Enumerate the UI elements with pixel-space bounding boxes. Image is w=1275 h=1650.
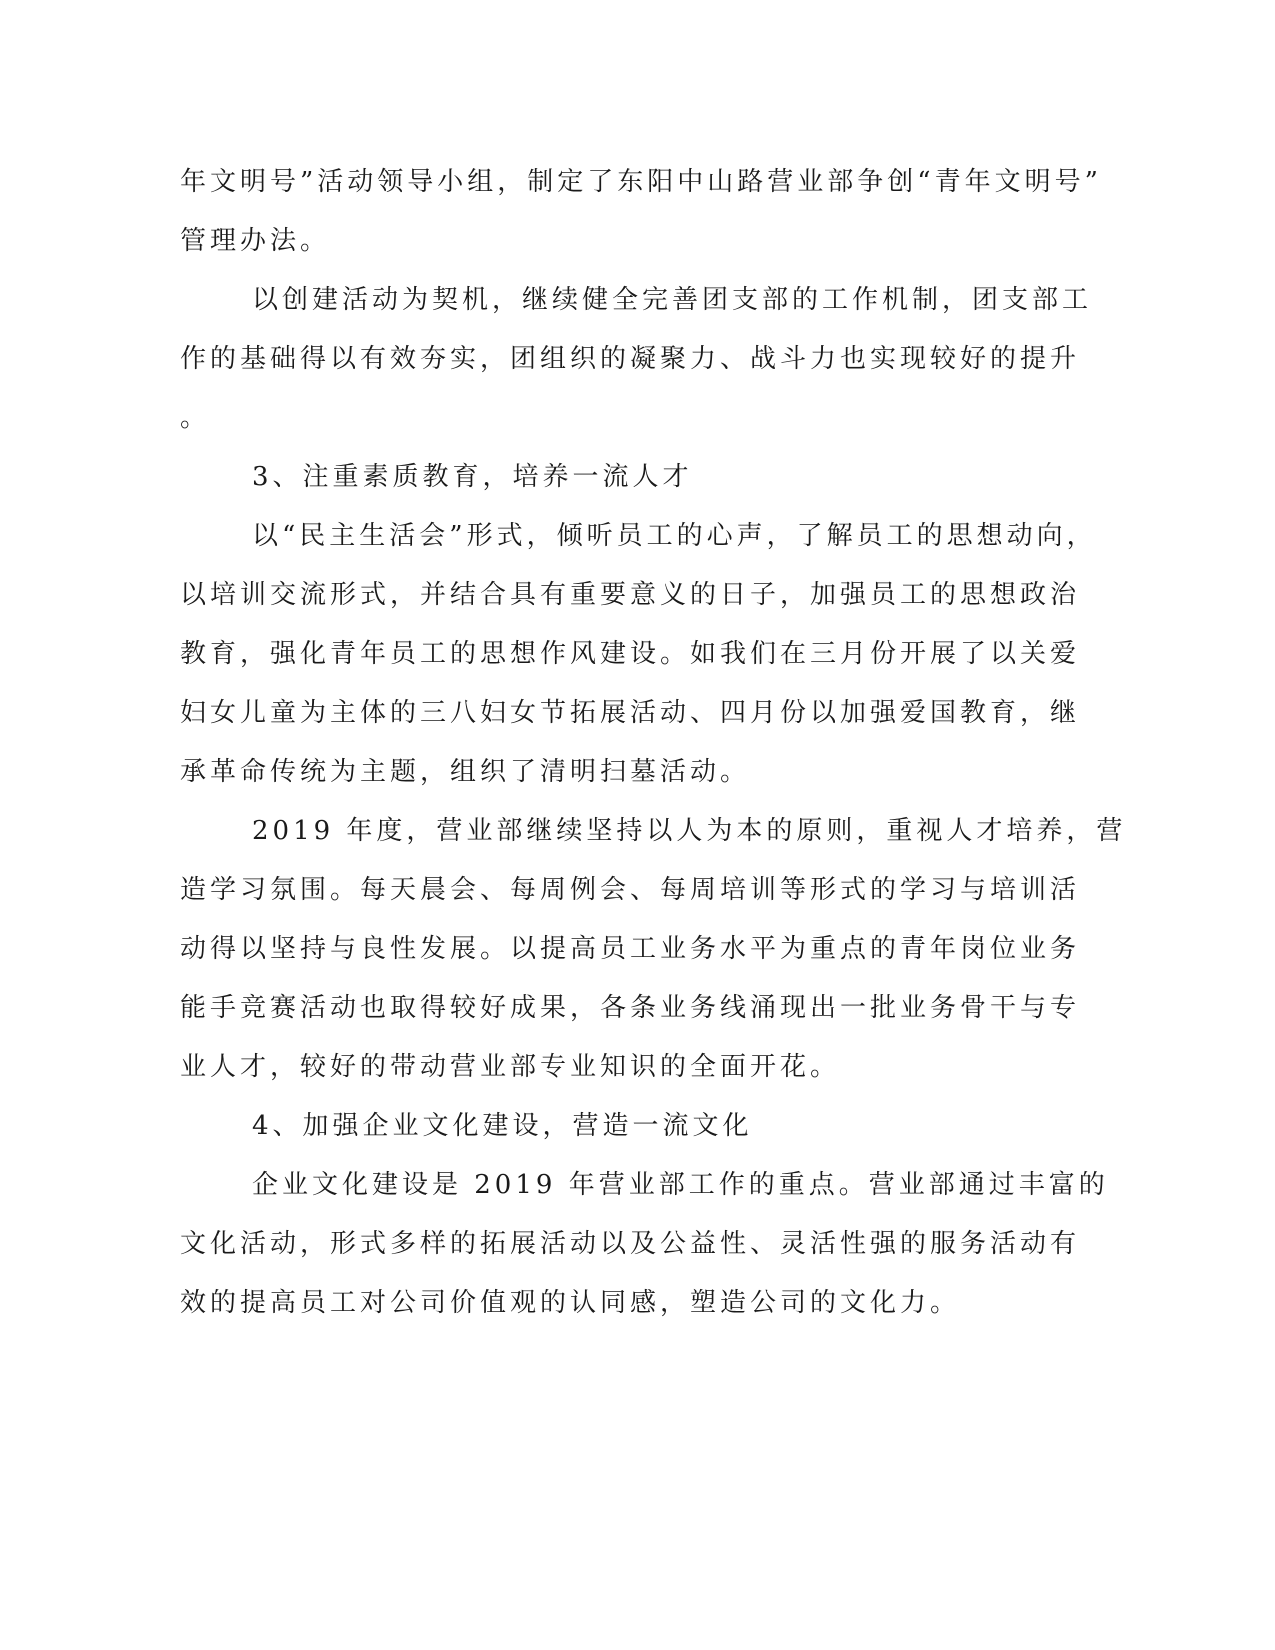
text-line: 以“民主生活会”形式，倾听员工的心声，了解员工的思想动向， bbox=[252, 521, 1097, 551]
text-line: 造学习氛围。每天晨会、每周例会、每周培训等形式的学习与培训活 bbox=[180, 875, 1081, 905]
heading-text: 4、加强企业文化建设，营造一流文化 bbox=[252, 1111, 753, 1141]
text-line: 教育，强化青年员工的思想作风建设。如我们在三月份开展了以关爱 bbox=[180, 639, 1081, 669]
section-heading bbox=[180, 453, 1040, 512]
paragraph bbox=[180, 512, 1097, 807]
text-line: 企业文化建设是 2019 年营业部工作的重点。营业部通过丰富的 bbox=[252, 1170, 1109, 1200]
text-line: 妇女儿童为主体的三八妇女节拓展活动、四月份以加强爱国教育，继 bbox=[180, 698, 1081, 728]
text-line: 管理办法。 bbox=[180, 226, 331, 256]
paragraph bbox=[180, 1161, 1109, 1338]
text-line: 以创建活动为契机，继续健全完善团支部的工作机制，团支部工 bbox=[252, 285, 1093, 315]
text-line: 动得以坚持与良性发展。以提高员工业务水平为重点的青年岗位业务 bbox=[180, 934, 1081, 964]
text-line: 承革命传统为主题，组织了清明扫墓活动。 bbox=[180, 757, 751, 787]
heading-text: 3、注重素质教育，培养一流人才 bbox=[252, 462, 693, 492]
text-line: 能手竞赛活动也取得较好成果，各条业务线涌现出一批业务骨干与专 bbox=[180, 993, 1081, 1023]
text-line: 2019 年度，营业部继续坚持以人为本的原则，重视人才培养，营 bbox=[252, 816, 1127, 846]
text-line: 业人才，较好的带动营业部专业知识的全面开花。 bbox=[180, 1052, 841, 1082]
paragraph bbox=[180, 158, 1102, 276]
text-line: 效的提高员工对公司价值观的认同感，塑造公司的文化力。 bbox=[180, 1288, 961, 1318]
text-line: 。 bbox=[180, 403, 211, 433]
paragraph bbox=[180, 807, 1127, 1102]
paragraph bbox=[180, 276, 1093, 453]
section-heading bbox=[180, 1102, 1040, 1161]
text-line: 作的基础得以有效夯实，团组织的凝聚力、战斗力也实现较好的提升 bbox=[180, 344, 1081, 374]
text-line: 以培训交流形式，并结合具有重要意义的日子，加强员工的思想政治 bbox=[180, 580, 1081, 610]
text-line: 文化活动，形式多样的拓展活动以及公益性、灵活性强的服务活动有 bbox=[180, 1229, 1081, 1259]
text-line: 年文明号”活动领导小组，制定了东阳中山路营业部争创“青年文明号” bbox=[180, 167, 1102, 197]
document-body bbox=[180, 158, 1127, 1338]
